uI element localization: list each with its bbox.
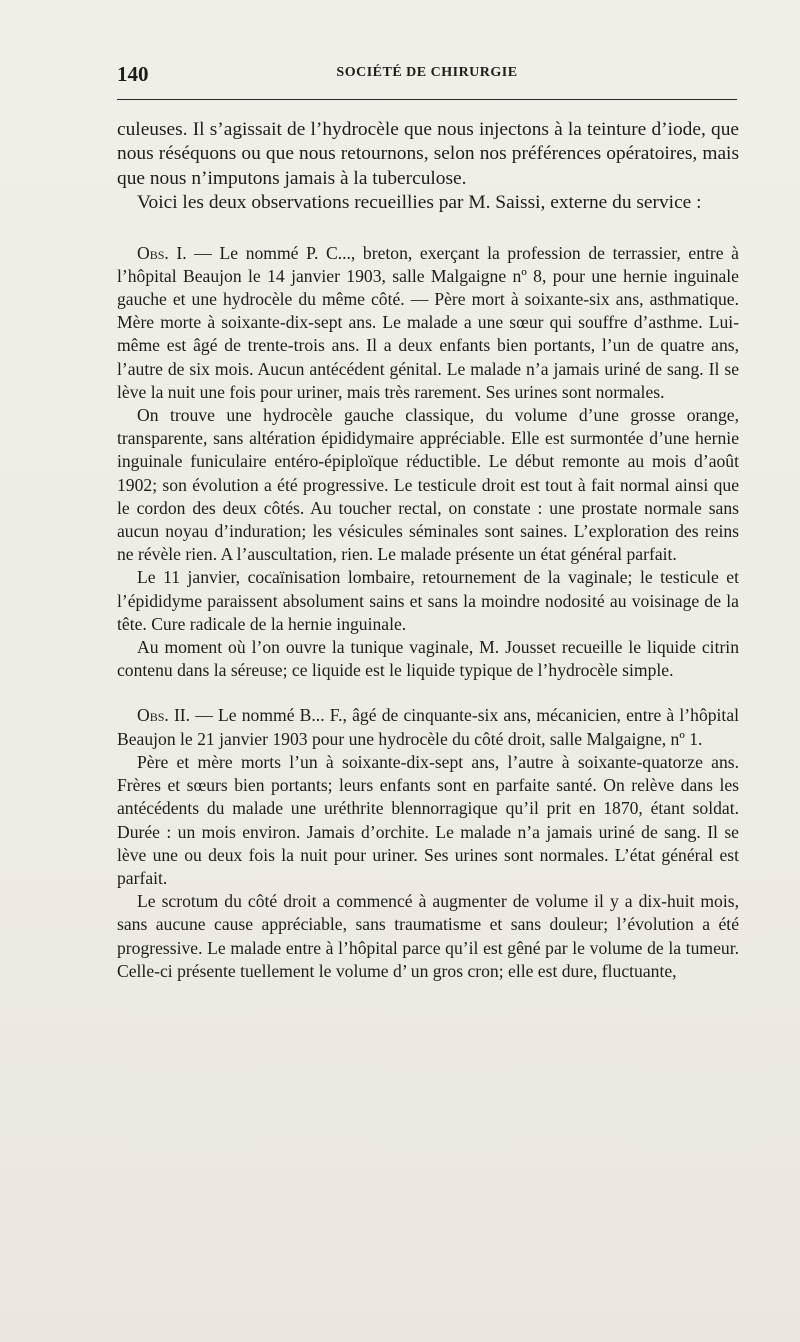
obs1-paragraph-3: Le 11 janvier, cocaïnisation lombaire, retournement de la vaginale; le testicule et l’épididyme paraissent absolument sains et sans la moindre nodosité au voisinage de la tête. Cure radicale de la hernie inguinale. bbox=[117, 567, 739, 634]
page-number: 140 bbox=[117, 62, 149, 86]
page-header bbox=[117, 60, 737, 88]
intro-paragraph-1: culeuses. Il s’agissait de l’hydrocèle que nous injectons à la teinture d’iode, que nous réséquons ou que nous retournons, selon nos préférences opératoires, mais que nous n’imputons jamais à la tuberculose. bbox=[117, 119, 739, 189]
obs1-paragraph-2: On trouve une hydrocèle gauche classique, du volume d’une grosse orange, transparente, sans altération épididymaire appréciable. Elle est surmontée d’une hernie inguinale funiculaire entéro-épiploïque réductible. Le début remonte au mois d’août 1902; son évolution a été progressive. Le testicule droit est tout à fait normal ainsi que le cordon des deux côtés. Au toucher rectal, on constate : une prostate normale sans aucun noyau d’induration; les vésicules séminales sont saines. L’exploration des reins ne révèle rien. A l’auscultation, rien. Le malade présente un état général parfait. bbox=[117, 405, 739, 565]
obs1-label: Obs. I. bbox=[137, 242, 187, 263]
spacer bbox=[117, 216, 739, 242]
obs2-paragraph-1 bbox=[117, 704, 739, 750]
running-title: SOCIÉTÉ DE CHIRURGIE bbox=[336, 65, 518, 80]
obs2-text-1: — Le nommé B... F., âgé de cinquante-six ans, mécanicien, entre à l’hôpital Beaujon le 21 janvier 1903 pour une hydrocèle du côté droit, salle Malgaigne, nº 1. bbox=[117, 705, 740, 749]
obs1-paragraph-1 bbox=[117, 242, 739, 404]
obs1-text-1: — Le nommé P. C..., breton, exerçant la profession de terrassier, entre à l’hôpital Beaujon le 14 janvier 1903, salle Malgaigne nº 8, pour une hernie inguinale gauche et une hydrocèle du même côté. — Père mort à soixante-six ans, asthmatique. Mère morte à soixante-dix-sept ans. Le malade a une sœur qui souffre d’asthme. Lui-même est âgé de trente-trois ans. Il a deux enfants bien portants, l’un de quatre ans, l’autre de six mois. Aucun antécédent génital. Le malade n’a jamais uriné de sang. Il se lève la nuit une fois pour uriner, mais très rarement. Ses urines sont normales. bbox=[117, 242, 739, 402]
obs1-paragraph-4: Au moment où l’on ouvre la tunique vaginale, M. Jousset recueille le liquide citrin contenu dans la séreuse; ce liquide est le liquide typique de l’hydrocèle simple. bbox=[117, 637, 739, 681]
intro-paragraph-2: Voici les deux observations recueillies par M. Saissi, externe du service : bbox=[137, 192, 702, 214]
obs2-label: Obs. II. bbox=[137, 705, 191, 726]
text-body bbox=[117, 118, 739, 983]
obs2-paragraph-2: Père et mère morts l’un à soixante-dix-sept ans, l’autre à soixante-quatorze ans. Frères et sœurs bien portants; leurs enfants sont en parfaite santé. On relève dans les antécédents du malade une uréthrite blennorragique qu’il prit en 1870, étant soldat. Durée : un mois environ. Jamais d’orchite. Le malade n’a jamais uriné de sang. Il se lève une ou deux fois la nuit pour uriner. Ses urines sont normales. L’état général est parfait. bbox=[117, 751, 739, 888]
header-rule bbox=[117, 99, 737, 100]
spacer bbox=[117, 682, 739, 704]
obs2-paragraph-3: Le scrotum du côté droit a commencé à augmenter de volume il y a dix-huit mois, sans aucune cause appréciable, sans traumatisme et sans douleur; l’évolution a été progressive. Le malade entre à l’hôpital parce qu’il est gêné par le volume de la tumeur. Celle-ci présente tuellement le volume d’ un gros cron; elle est dure, fluctuante, bbox=[117, 891, 739, 981]
